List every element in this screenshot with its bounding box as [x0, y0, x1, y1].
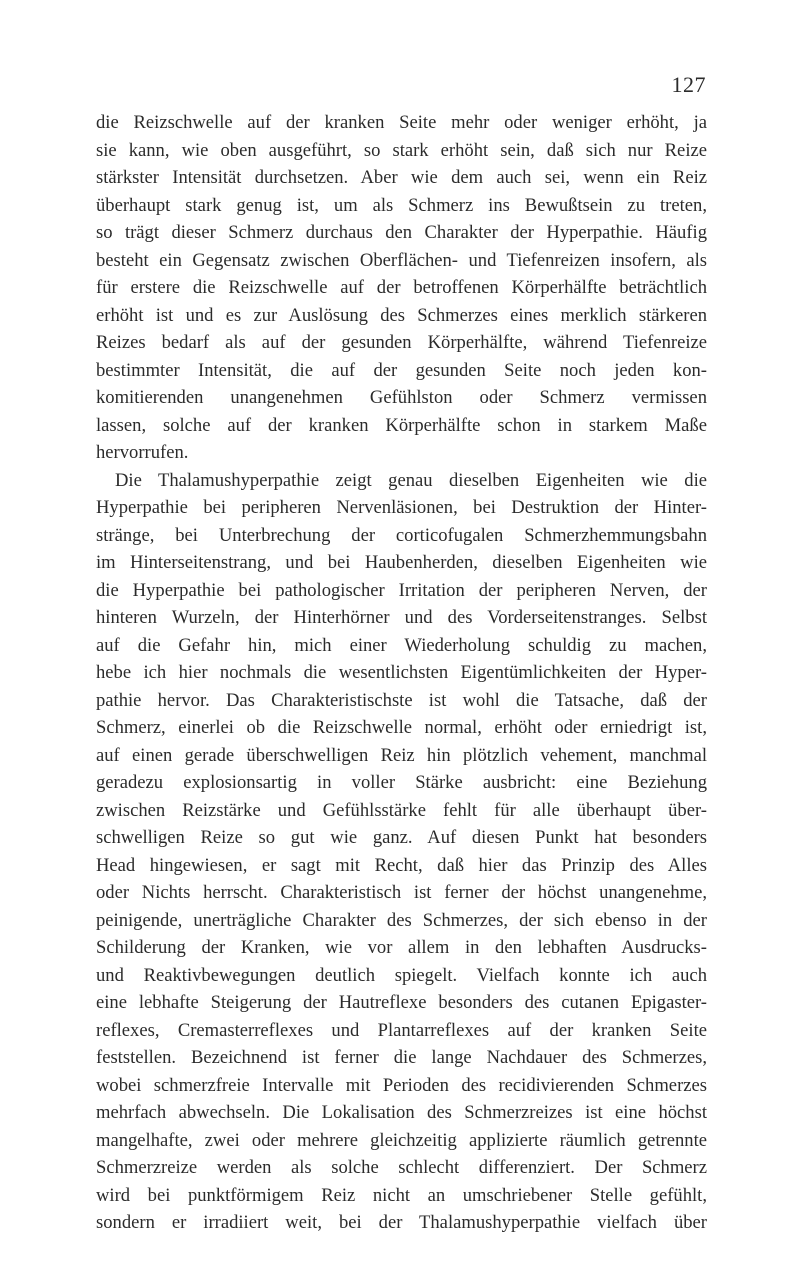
text-line: besteht ein Gegensatz zwischen Oberflächen- und Tiefenreizen insofern, als [96, 249, 707, 271]
text-line: auf die Gefahr hin, mich einer Wiederholung schuldig zu machen, [96, 634, 707, 656]
text-line: mangelhafte, zwei oder mehrere gleichzeitig applizierte räumlich getrennte [96, 1129, 707, 1151]
text-line: mehrfach abwechseln. Die Lokalisation des Schmerzreizes ist eine höchst [96, 1102, 707, 1123]
text-line: reflexes, Cremasterreflexes und Plantarreflexes auf der kranken Seite [96, 1019, 707, 1041]
text-line: Reizes bedarf als auf der gesunden Körperhälfte, während Tiefenreize [96, 332, 707, 353]
page-number: 127 [671, 72, 706, 97]
text-line: Hyperpathie bei peripheren Nervenläsionen, bei Destruktion der Hinter- [96, 497, 707, 518]
text-line: so trägt dieser Schmerz durchaus den Charakter der Hyperpathie. Häufig [96, 222, 707, 243]
text-line: Schmerzreize werden als solche schlecht differenziert. Der Schmerz [96, 1157, 707, 1178]
text-line: lassen, solche auf der kranken Körperhälfte schon in starkem Maße [96, 414, 707, 436]
text-line: hinteren Wurzeln, der Hinterhörner und des Vorderseitenstranges. Selbst [96, 607, 707, 628]
body-text [96, 109, 707, 1237]
paragraph-start-line: Die Thalamushyperpathie zeigt genau dieselben Eigenheiten wie die [115, 469, 707, 491]
text-line: im Hinterseitenstrang, und bei Haubenherden, dieselben Eigenheiten wie [96, 552, 707, 573]
text-line: und Reaktivbewegungen deutlich spiegelt. Vielfach konnte ich auch [96, 964, 707, 986]
text-line: sie kann, wie oben ausgeführt, so stark erhöht sein, daß sich nur Reize [96, 139, 707, 161]
text-line: zwischen Reizstärke und Gefühlsstärke fehlt für alle überhaupt über- [96, 799, 707, 821]
text-line: auf einen gerade überschwelligen Reiz hin plötzlich vehement, manchmal [96, 744, 707, 766]
text-line: schwelligen Reize so gut wie ganz. Auf diesen Punkt hat besonders [96, 827, 707, 848]
text-line: bestimmter Intensität, die auf der gesunden Seite noch jeden kon- [96, 359, 707, 381]
text-line: eine lebhafte Steigerung der Hautreflexe besonders des cutanen Epigaster- [96, 992, 707, 1013]
text-line: für erstere die Reizschwelle auf der betroffenen Körperhälfte beträchtlich [96, 277, 707, 298]
text-line: überhaupt stark genug ist, um als Schmerz ins Bewußtsein zu treten, [96, 194, 707, 216]
text-line: Head hingewiesen, er sagt mit Recht, daß hier das Prinzip des Alles [96, 854, 707, 876]
text-line: wobei schmerzfreie Intervalle mit Perioden des recidivierenden Schmerzes [96, 1074, 707, 1096]
text-line: geradezu explosionsartig in voller Stärke ausbricht: eine Beziehung [96, 772, 707, 793]
text-line: feststellen. Bezeichnend ist ferner die lange Nachdauer des Schmerzes, [96, 1047, 707, 1068]
text-line: oder Nichts herrscht. Charakteristisch ist ferner der höchst unangenehme, [96, 882, 707, 903]
text-line: wird bei punktförmigem Reiz nicht an umschriebener Stelle gefühlt, [96, 1184, 707, 1206]
text-line: stärkster Intensität durchsetzen. Aber wie dem auch sei, wenn ein Reiz [96, 167, 707, 188]
text-line: komitierenden unangenehmen Gefühlston oder Schmerz vermissen [96, 387, 707, 408]
text-line: pathie hervor. Das Charakteristischste ist wohl die Tatsache, daß der [96, 689, 707, 711]
paragraph-end-line: hervorrufen. [96, 442, 189, 463]
text-line: hebe ich hier nochmals die wesentlichsten Eigentümlichkeiten der Hyper- [96, 662, 707, 683]
text-line: peinigende, unerträgliche Charakter des Schmerzes, der sich ebenso in der [96, 909, 707, 931]
text-line: erhöht ist und es zur Auslösung des Schmerzes eines merklich stärkeren [96, 304, 707, 326]
text-line: Schilderung der Kranken, wie vor allem in den lebhaften Ausdrucks- [96, 937, 707, 958]
text-line: stränge, bei Unterbrechung der corticofugalen Schmerzhemmungsbahn [96, 524, 707, 546]
text-line: die Hyperpathie bei pathologischer Irritation der peripheren Nerven, der [96, 579, 707, 601]
text-line: Schmerz, einerlei ob die Reizschwelle normal, erhöht oder erniedrigt ist, [96, 717, 707, 738]
text-line: sondern er irradiiert weit, bei der Thalamushyperpathie vielfach über [96, 1212, 707, 1233]
text-line: die Reizschwelle auf der kranken Seite mehr oder weniger erhöht, ja [96, 112, 707, 133]
